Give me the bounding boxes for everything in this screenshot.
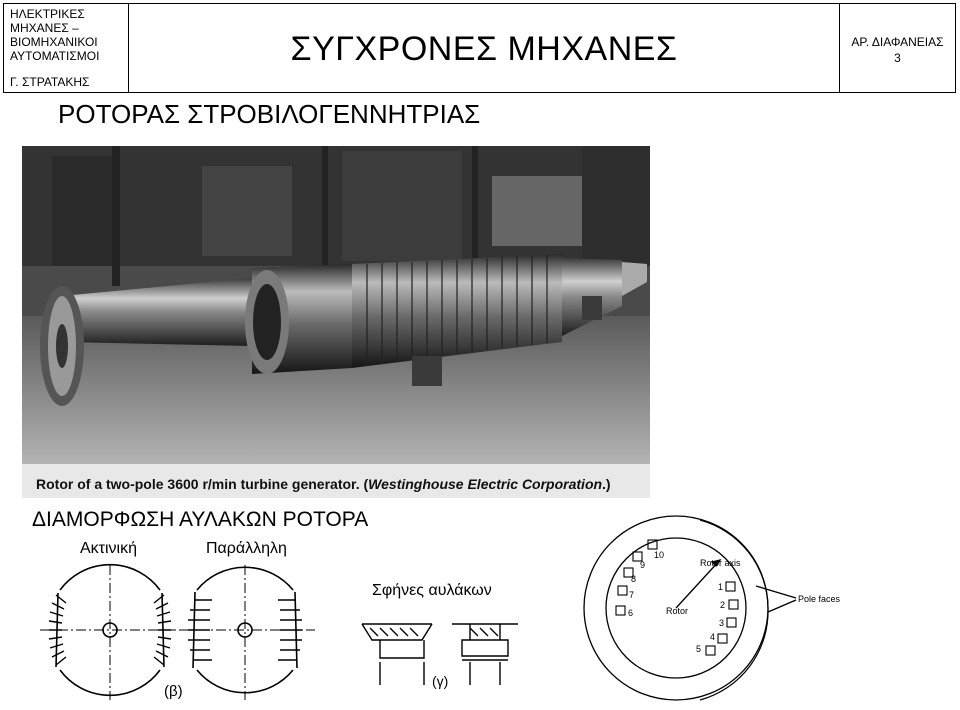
- figure-label-b: (β): [164, 683, 183, 700]
- slot-wedge-right: [452, 624, 518, 685]
- caption-company: Westinghouse Electric Corporation: [368, 476, 603, 492]
- rotor-axis-label: Rotor axis: [700, 558, 741, 568]
- figure-label-g: (γ): [432, 673, 449, 689]
- slot-number: 10: [654, 550, 665, 560]
- slot-number: 9: [640, 560, 646, 570]
- slot-wedges-label: Σφήνες αυλάκων: [372, 582, 492, 599]
- parallel-slot-rotor: [180, 565, 315, 700]
- slot-number: 3: [719, 618, 725, 628]
- slot-wedge-left: [362, 624, 432, 685]
- parallel-label: Παράλληλη: [206, 540, 287, 557]
- radial-label: Ακτινική: [80, 540, 137, 557]
- caption-text: Rotor of a two-pole 3600 r/min turbine generator. (: [36, 476, 369, 492]
- course-line: ΗΛΕΚΤΡΙΚΕΣ: [10, 7, 85, 21]
- slide-title: ΣΥΓΧΡΟΝΕΣ ΜΗΧΑΝΕΣ: [290, 30, 678, 68]
- slot-number: 2: [720, 600, 726, 610]
- slot-section-heading: ΔΙΑΜΟΡΦΩΣΗ ΑΥΛΑΚΩΝ ΡΟΤΟΡΑ: [32, 508, 369, 531]
- caption-end: .): [602, 476, 611, 492]
- course-line: ΒΙΟΜΗΧΑΝΙΚΟΙ: [10, 35, 98, 49]
- course-line: ΑΥΤΟΜΑΤΙΣΜΟΙ: [10, 49, 100, 63]
- pole-faces-label: Pole faces: [798, 594, 841, 604]
- radial-slot-rotor: [40, 565, 180, 700]
- slot-number: 1: [718, 582, 724, 592]
- rotor-label: Rotor: [666, 606, 689, 616]
- course-line: ΜΗΧΑΝΕΣ –: [10, 21, 79, 35]
- slide-number-label: ΑΡ. ΔΙΑΦΑΝΕΙΑΣ: [851, 35, 944, 49]
- slot-number: 4: [710, 632, 716, 642]
- slot-number: 5: [696, 644, 702, 654]
- slot-number: 6: [628, 608, 634, 618]
- slide-number: 3: [894, 51, 901, 65]
- rotor-section-heading: ΡΟΤΟΡΑΣ ΣΤΡΟΒΙΛΟΓΕΝΝΗΤΡΙΑΣ: [58, 99, 481, 129]
- rotor-slot-diagram: [584, 516, 796, 700]
- author-name: Γ. ΣΤΡΑΤΑΚΗΣ: [10, 75, 90, 89]
- slot-number: 7: [629, 590, 635, 600]
- slot-number: 8: [631, 574, 637, 584]
